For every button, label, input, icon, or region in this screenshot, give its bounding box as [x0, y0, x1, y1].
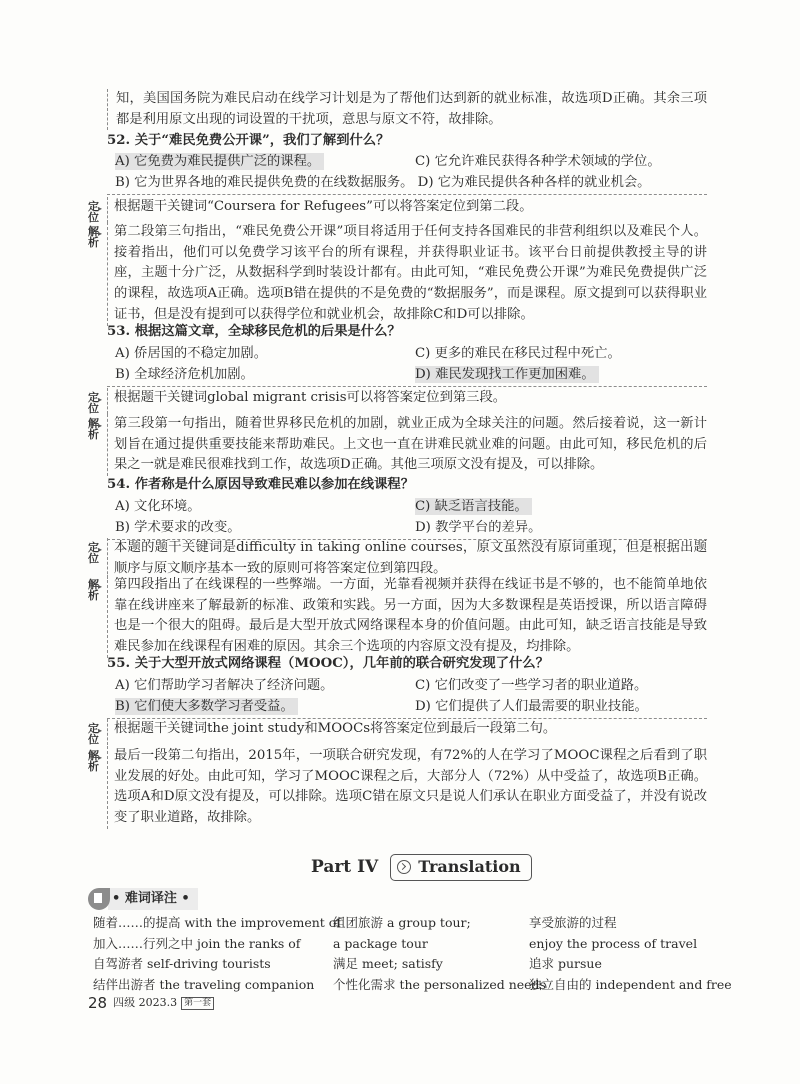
question-52-options [107, 152, 707, 195]
option-53-b [107, 365, 407, 386]
locate-block-55 [88, 719, 707, 745]
analysis-block-54 [88, 575, 707, 658]
option-55-c [407, 676, 707, 697]
locate-label: 定位 ▸ [88, 391, 103, 415]
arrow-right-icon: ▸ [98, 581, 103, 591]
locate-label: 定位 ▸ [88, 722, 103, 746]
option-53-d-text: D) 难民发现找工作更加困难。 [415, 366, 599, 383]
option-53-b-text: B) 全球经济危机加剧。 [115, 366, 254, 382]
option-54-c [407, 497, 707, 518]
option-53-d [407, 365, 707, 386]
page-number: 28 [88, 994, 108, 1012]
option-55-a [107, 676, 407, 697]
vocab-item: a package tour [333, 935, 428, 951]
arrow-right-icon: ▸ [98, 228, 103, 238]
set-badge: 第一套 [181, 997, 214, 1010]
analysis-text-54: 第四段指出了在线课程的一些弊端。一方面，光靠看视频并获得在线证书是不够的，也不能简单地依靠在线讲座来了解最新的标准、政策和实践。另一方面，因为大多数课程是英语授课，所以语言障碍也是一个很大的阻碍。最后是大型开放式网络课程本身的价值问题。由此可知，缺乏语言技能是导致难民参加在线课程有困难的原因。其余三个选项的内容原文没有提及，均排除。 [107, 575, 707, 658]
part-heading [311, 854, 532, 881]
option-54-b-text: B) 学术要求的改变。 [115, 519, 241, 535]
vocab-item: 独立自由的 independent and free [529, 976, 732, 992]
option-52-a [107, 152, 407, 173]
vocab-item: 加入……行列之中 join the ranks of [93, 935, 301, 951]
analysis-block-52 [88, 222, 707, 326]
arrow-right-icon: ▸ [98, 752, 103, 762]
locate-block-54 [88, 538, 707, 579]
vocab-item: 享受旅游的过程 [529, 915, 617, 930]
analysis-label: 解析 ▸ [88, 225, 103, 249]
option-52-d-text: D) 它为难民提供各种各样的就业机会。 [417, 174, 651, 190]
option-52-b-text: B) 它为世界各地的难民提供免费的在线数据服务。 [115, 174, 414, 190]
vocab-column-1 [93, 913, 341, 995]
option-55-b [107, 697, 407, 718]
vocab-heading-label: • 难词译注 • [108, 888, 198, 910]
magazine-issue: 四级 2023.3 [113, 996, 178, 1009]
question-52-title: 52. 关于“难民免费公开课”，我们了解到什么？ [107, 133, 390, 148]
question-54-title: 54. 作者称是什么原因导致难民难以参加在线课程？ [107, 477, 414, 492]
option-54-d-text: D) 教学平台的差异。 [415, 519, 542, 535]
locate-text-55: 根据题干关键词the joint study和MOOCs将答案定位到最后一段第二句。 [107, 719, 707, 745]
option-55-c-text: C) 它们改变了一些学习者的职业道路。 [415, 678, 648, 693]
locate-label: 定位 ▸ [88, 541, 103, 565]
option-54-b [107, 518, 407, 539]
option-53-c-text: C) 更多的难民在移民过程中死亡。 [415, 346, 621, 361]
option-54-d [407, 518, 707, 539]
vocab-column-2 [333, 913, 546, 995]
question-53-options [107, 344, 707, 387]
arrow-right-icon: ▸ [98, 544, 103, 554]
vocab-column-3 [529, 913, 732, 995]
analysis-text-55: 最后一段第二句指出，2015年，一项联合研究发现，有72%的人在学习了MOOC课程之后看到了职业发展的好处。由此可知，学习了MOOC课程之后，大部分人（72%）从中受益了，故选项B正确。选项A和D原文没有提及，可以排除。选项C错在原文只是说人们承认在职业方面受益了，并没有说改变了职业道路，故排除。 [107, 746, 707, 829]
arrow-right-icon: ▸ [98, 394, 103, 404]
continuation-text: 知，美国国务院为难民启动在线学习计划是为了帮他们达到新的就业标准，故选项D正确。其余三项都是利用原文出现的词设置的干扰项，意思与原文不符，故排除。 [107, 89, 707, 130]
vocab-heading [88, 888, 198, 910]
vocab-item: 自驾游者 self-driving tourists [93, 956, 271, 971]
analysis-text-53: 第三段第一句指出，随着世界移民危机的加剧，就业正成为全球关注的问题。然后接着说，这一新计划旨在通过提供重要技能来帮助难民。上文也一直在讲难民就业难的问题。由此可知，移民危机的后果之一就是难民很难找到工作，故选项D正确。其他三项原文没有提及，可以排除。 [107, 414, 707, 476]
option-54-a [107, 497, 407, 518]
arrow-right-icon: ▸ [98, 203, 103, 213]
option-53-c [407, 344, 707, 365]
vocab-item: 组团旅游 a group tour; [333, 915, 471, 930]
arrow-right-icon: ▸ [98, 420, 103, 430]
part-title: Translation [418, 857, 521, 876]
part-title-pill [390, 854, 531, 881]
vocab-item: enjoy the process of travel [529, 935, 698, 951]
option-53-a-text: A) 侨居国的不稳定加剧。 [115, 346, 267, 361]
chevron-right-icon [397, 860, 411, 874]
analysis-label: 解析 ▸ [88, 749, 103, 773]
option-52-a-text: A) 它免费为难民提供广泛的课程。 [115, 153, 324, 170]
vocab-item: 追求 pursue [529, 956, 602, 971]
option-55-a-text: A) 它们帮助学习者解决了经济问题。 [115, 678, 334, 693]
divider [107, 194, 707, 195]
option-54-c-text: C) 缺乏语言技能。 [415, 498, 532, 515]
locate-block-53 [88, 388, 707, 414]
analysis-block-55 [88, 746, 707, 829]
continuation-paragraph [107, 89, 707, 130]
document-icon [88, 888, 110, 910]
arrow-right-icon: ▸ [98, 725, 103, 735]
locate-block-52 [88, 197, 707, 223]
option-53-a [107, 344, 407, 365]
option-55-b-text: B) 它们使大多数学习者受益。 [115, 698, 298, 715]
analysis-label: 解析 ▸ [88, 417, 103, 441]
locate-text-53: 根据题干关键词global migrant crisis可以将答案定位到第三段。 [107, 388, 707, 414]
page-footer [88, 993, 214, 1014]
vocab-item: 满足 meet; satisfy [333, 956, 443, 971]
locate-label: 定位 ▸ [88, 200, 103, 224]
option-55-d [407, 697, 707, 718]
question-53-title: 53. 根据这篇文章，全球移民危机的后果是什么？ [107, 324, 401, 339]
question-55-title: 55. 关于大型开放式网络课程（MOOC），几年前的联合研究发现了什么？ [107, 656, 549, 671]
vocab-item: 个性化需求 the personalized needs [333, 976, 546, 992]
locate-text-54: 本题的题干关键词是difficulty in taking online courses，原文虽然没有原词重现，但是根据出题顺序与原文顺序基本一致的原则可将答案定位到第四段。 [107, 538, 707, 579]
part-number: Part IV [311, 857, 379, 877]
option-54-a-text: A) 文化环境。 [115, 499, 201, 514]
locate-text-52: 根据题干关键词“Coursera for Refugees”可以将答案定位到第二段。 [107, 197, 707, 223]
option-52-b [107, 173, 650, 194]
analysis-label: 解析 ▸ [88, 578, 103, 602]
question-54-options [107, 497, 707, 540]
option-52-c [407, 152, 707, 173]
option-55-d-text: D) 它们提供了人们最需要的职业技能。 [415, 698, 648, 714]
analysis-block-53 [88, 414, 707, 476]
option-52-c-text: C) 它允许难民获得各种学术领域的学位。 [415, 154, 661, 169]
vocab-item: 随着……的提高 with the improvement of [93, 915, 341, 930]
question-55-options [107, 676, 707, 719]
analysis-text-52: 第二段第三句指出，“难民免费公开课”项目将适用于任何支持各国难民的非营利组织以及难民个人。接着指出，他们可以免费学习该平台的所有课程，并获得职业证书。该平台日前提供教授主导的讲座，主题十分广泛，从数据科学到时装设计都有。由此可知，“难民免费公开课”为难民免费提供广泛的课程，故选项A正确。选项B错在提供的不是免费的“数据服务”，而是课程。原文提到可以获得职业证书，但是没有提到可以获得学位和就业机会，故排除C和D可以排除。 [107, 222, 707, 326]
vocab-item: 结伴出游者 the traveling companion [93, 976, 315, 992]
